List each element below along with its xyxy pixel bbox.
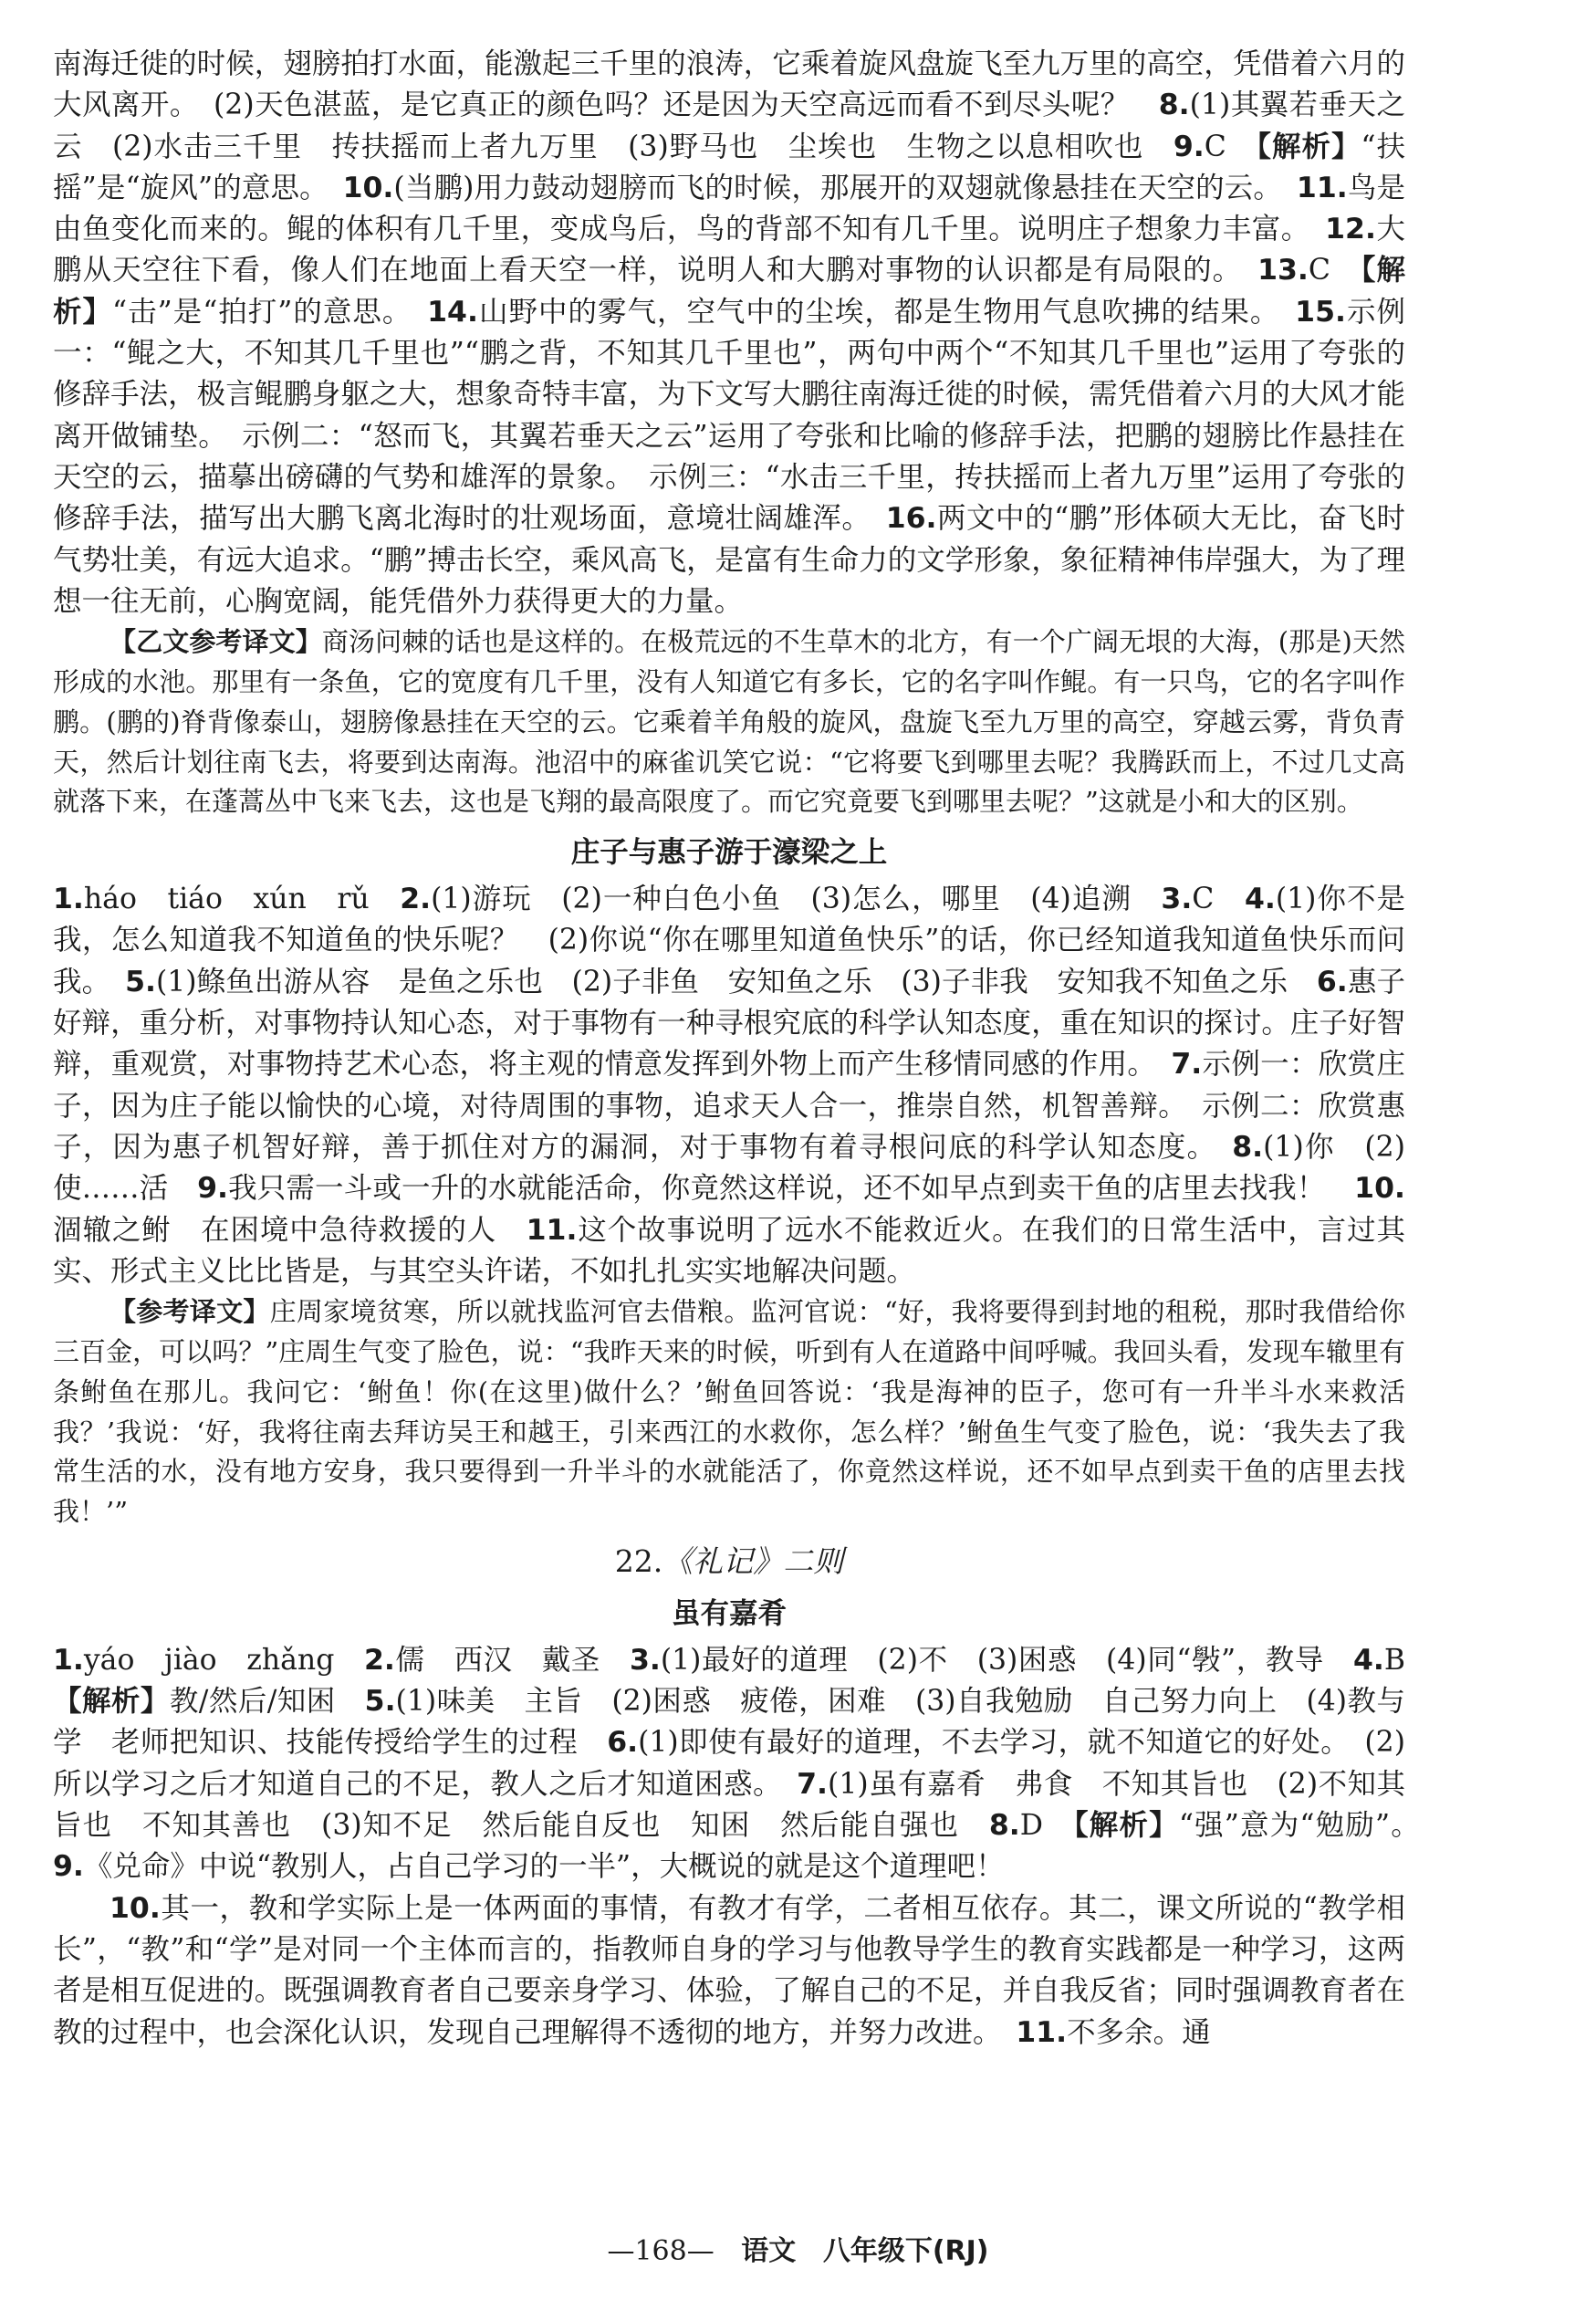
answers-jiayao-continued bbox=[53, 1888, 1405, 2054]
answer-text: “扶摇”是“旋风”的意思。 bbox=[53, 130, 1406, 204]
answer-marker: 11. bbox=[526, 1213, 578, 1247]
answer-marker: 3. bbox=[1161, 883, 1193, 916]
translation-label: 【参考译文】 bbox=[110, 1296, 270, 1328]
answer-marker: 8. bbox=[988, 1809, 1020, 1843]
chapter-number: 22. bbox=[614, 1542, 663, 1579]
answer-text: (1)即使有最好的道理，不去学习，就不知道它的好处。 (2)所以学习之后才知道自己的不足，教人之后才知道困惑。 bbox=[53, 1726, 1405, 1801]
answer-marker: 11. bbox=[1016, 2015, 1068, 2049]
answer-text: C bbox=[1308, 254, 1361, 288]
answer-marker: 12. bbox=[1325, 213, 1376, 246]
answer-text: 示例一：“鲲之大，不知其几千里也”“鹏之背，不知其几千里也”，两句中两个“不知其几千里也”运用了夸张的修辞手法，极言鲲鹏身躯之大，想象奇特丰富，为下文写大鹏往南海迁徙的时候，需凭借着六月的大风才能离开做铺垫。 示例二：“怒而飞，其翼若垂天之云”运用了夸张和比喻的修辞手法，把鹏的翅膀比作悬挂在天空的云，描摹出磅礴的气势和雄浑的景象。 示例三：“水击三千里，抟扶摇而上者九万里”运用了夸张的修辞手法，描写出大鹏飞离北海时的壮观场面，意境壮阔雄浑。 bbox=[53, 295, 1405, 536]
answer-marker: 10. bbox=[342, 171, 394, 204]
subject: 语文 bbox=[741, 2235, 797, 2267]
answer-text: “击”是“拍打”的意思。 bbox=[112, 295, 428, 329]
answer-marker: 16. bbox=[885, 502, 937, 536]
answer-marker: 1. bbox=[53, 1643, 84, 1677]
answer-marker: 9. bbox=[53, 1850, 84, 1884]
answer-text: (1)鲦鱼出游从容 是鱼之乐也 (2)子非鱼 安知鱼之乐 (3)子非我 安知我不知鱼之乐 bbox=[155, 965, 1317, 998]
answer-marker: 6. bbox=[1316, 965, 1348, 998]
translation-reference bbox=[53, 1292, 1405, 1532]
answer-marker: 5. bbox=[125, 965, 156, 998]
answer-text: 惠子好辩，重分析，对事物持认知心态，对于事物有一种寻根究底的科学认知态度，重在知识的探讨。庄子好智辩，重观赏，对事物持艺术心态，将主观的情意发挥到外物上而产生移情同感的作用。 bbox=[53, 965, 1405, 1082]
answer-text: 大鹏从天空往下看，像人们在地面上看天空一样，说明人和大鹏对事物的认识都是有局限的。 bbox=[53, 213, 1405, 288]
answer-text: 涸辙之鲋 在困境中急待救援的人 bbox=[53, 1213, 527, 1247]
answer-marker: 【解析】 bbox=[53, 1685, 170, 1719]
answer-text: háo tiáo xún rǔ bbox=[83, 883, 401, 916]
answer-text: D bbox=[1019, 1809, 1074, 1843]
answer-marker: 2. bbox=[400, 883, 432, 916]
answer-text: “强”意为“勉励”。 bbox=[1178, 1809, 1434, 1843]
answer-marker: 7. bbox=[1171, 1048, 1203, 1082]
answer-marker: 1. bbox=[53, 883, 84, 916]
chapter-suffix: 二则 bbox=[783, 1542, 844, 1579]
translation-text: 庄周家境贫寒，所以就找监河官去借粮。监河官说：“好，我将要得到封地的租税，那时我借给你三百金，可以吗？”庄周生气变了脸色，说：“我昨天来的时候，听到有人在道路中间呼喊。我回头看，发现车辙里有条鲋鱼在那儿。我问它：‘鲋鱼！你(在这里)做什么？’鲋鱼回答说：‘我是海神的臣子，您可有一升半斗水来救活我？’我说：‘好，我将往南去拜访吴王和越王，引来西江的水救你，怎么样？’鲋鱼生气变了脸色，说：‘我失去了我常生活的水，没有地方安身，我只要得到一升半斗的水就能活了，你竟然这样说，还不如早点到卖干鱼的店里去找我！’” bbox=[53, 1296, 1405, 1528]
answer-marker: 10. bbox=[110, 1891, 161, 1925]
answer-text: (1)最好的道理 (2)不 (3)困惑 (4)同“斅”，教导 bbox=[660, 1643, 1353, 1677]
answer-text: B bbox=[1383, 1643, 1434, 1677]
answers-jiayao bbox=[53, 1640, 1434, 1888]
answer-marker: 11. bbox=[1296, 171, 1348, 204]
section-title-haoliang: 庄子与惠子游于濠梁之上 bbox=[570, 836, 888, 870]
answer-text: (当鹏)用力鼓动翅膀而飞的时候，那展开的双翅就像悬挂在天空的云。 bbox=[393, 171, 1297, 204]
answer-text: 山野中的雾气，空气中的尘埃，都是生物用气息吹拂的结果。 bbox=[477, 295, 1296, 329]
answer-marker: 7. bbox=[797, 1767, 829, 1801]
grade: 八年级下(RJ) bbox=[822, 2235, 989, 2267]
answer-marker: 4. bbox=[1352, 1643, 1384, 1677]
answer-text: 示例一：欣赏庄子，因为庄子能以愉快的心境，对待周围的事物，追求天人合一，推崇自然，机智善辩。 示例二：欣赏惠子，因为惠子机智好辩，善于抓住对方的漏洞，对于事物有着寻根问底的科学认知态度。 bbox=[53, 1048, 1405, 1164]
answer-marker: 14. bbox=[427, 295, 478, 329]
answer-text: yáo jiào zhǎng bbox=[83, 1643, 364, 1677]
chapter-book: 《礼记》 bbox=[662, 1542, 784, 1579]
answer-text: 教/然后/知困 bbox=[169, 1685, 365, 1719]
answer-text: 不多余。通 bbox=[1067, 2015, 1211, 2049]
answer-page bbox=[53, 44, 1434, 2054]
answer-text: 其一，教和学实际上是一体两面的事情，有教才有学，二者相互依存。其二，课文所说的“教学相长”，“教”和“学”是对同一个主体而言的，指教师自身的学习与他教导学生的教育实践都是一种学习，这两者是相互促进的。既强调教育者自己要亲身学习、体验，了解自己的不足，并自我反省；同时强调教育者在教的过程中，也会深化认识，发现自己理解得不透彻的地方，并努力改进。 bbox=[53, 1891, 1405, 2049]
answer-marker: 8. bbox=[1158, 89, 1190, 122]
page-footer bbox=[0, 2233, 1596, 2270]
answer-marker: 2. bbox=[364, 1643, 395, 1677]
answer-text: (1)虽有嘉肴 弗食 不知其旨也 (2)不知其旨也 不知其善也 (3)知不足 然后能自反也 知困 然后能自强也 bbox=[53, 1767, 1405, 1843]
answer-marker: 5. bbox=[364, 1685, 396, 1719]
answer-text: (1)你 (2)使……活 bbox=[53, 1130, 1405, 1206]
answer-text: 这个故事说明了远水不能救近火。在我们的日常生活中，言过其实、形式主义比比皆是，与其空头许诺，不如扎扎实实地解决问题。 bbox=[53, 1213, 1405, 1288]
answer-text: 《兑命》中说“教别人，占自己学习的一半”，大概说的就是这个道理吧！ bbox=[83, 1850, 1005, 1884]
answer-text: 我只需一斗或一升的水就能活命，你竟然这样说，还不如早点到卖干鱼的店里去找我！ bbox=[227, 1172, 1355, 1206]
answer-text: 儒 西汉 戴圣 bbox=[394, 1643, 630, 1677]
answer-text: 南海迁徙的时候，翅膀拍打水面，能激起三千里的浪涛，它乘着旋风盘旋飞至九万里的高空，凭借着六月的大风离开。 (2)天色湛蓝，是它真正的颜色吗？还是因为天空高远而看不到尽头呢？ bbox=[53, 47, 1405, 122]
chapter-title bbox=[53, 1540, 1405, 1584]
answer-marker: 9. bbox=[197, 1172, 228, 1206]
answer-text: C bbox=[1204, 130, 1257, 163]
translation-text: 商汤问棘的话也是这样的。在极荒远的不生草木的北方，有一个广阔无垠的大海，(那是)天然形成的水池。那里有一条鱼，它的宽度有几千里，没有人知道它有多长，它的名字叫作鲲。有一只鸟，它的名字叫作鹏。(鹏的)脊背像泰山，翅膀像悬挂在天空的云。它乘着羊角般的旋风，盘旋飞至九万里的高空，穿越云雾，背负青天，然后计划往南飞去，将要到达南海。池沼中的麻雀讥笑它说：“它将要飞到哪里去呢？我腾跃而上，不过几丈高就落下来，在蓬蒿丛中飞来飞去，这也是飞翔的最高限度了。而它究竟要飞到哪里去呢？”这就是小和大的区别。 bbox=[53, 626, 1405, 818]
answer-text: (1)你不是我，怎么知道我不知道鱼的快乐呢？ (2)你说“你在哪里知道鱼快乐”的话，你已经知道我知道鱼快乐而问我。 bbox=[53, 883, 1405, 998]
page-number: —168— bbox=[607, 2235, 715, 2267]
answer-text: C bbox=[1192, 883, 1245, 916]
answers-xiaoyaoyou bbox=[53, 44, 1405, 622]
answer-marker: 9. bbox=[1173, 130, 1205, 163]
answer-marker: 15. bbox=[1295, 295, 1346, 329]
answer-marker: 6. bbox=[607, 1726, 639, 1760]
answer-text: 两文中的“鹏”形体硕大无比，奋飞时气势壮美，有远大追求。“鹏”搏击长空，乘风高飞，是富有生命力的文学形象，象征精神伟岸强大，为了理想一往无前，心胸宽阔，能凭借外力获得更大的力量。 bbox=[53, 502, 1405, 618]
answer-marker: 【解析】 bbox=[1073, 1809, 1179, 1843]
answer-marker: 3. bbox=[629, 1643, 661, 1677]
answers-haoliang bbox=[53, 879, 1405, 1292]
answer-marker: 8. bbox=[1232, 1130, 1264, 1164]
answer-marker: 10. bbox=[1354, 1172, 1405, 1206]
translation-yiwen bbox=[53, 622, 1405, 822]
answer-marker: 13. bbox=[1257, 254, 1309, 288]
section-title-jiayao: 虽有嘉肴 bbox=[671, 1596, 787, 1630]
answer-text: (1)味美 主旨 (2)困惑 疲倦，困难 (3)自我勉励 自己努力向上 (4)教与学 老师把知识、技能传授给学生的过程 bbox=[53, 1685, 1405, 1760]
answer-text: (1)游玩 (2)一种白色小鱼 (3)怎么，哪里 (4)追溯 bbox=[431, 883, 1162, 916]
answer-text: 鸟是由鱼变化而来的。鲲的体积有几千里，变成鸟后，鸟的背部不知有几千里。说明庄子想象力丰富。 bbox=[53, 171, 1405, 246]
answer-marker: 【解析】 bbox=[1257, 130, 1361, 163]
answer-marker: 4. bbox=[1244, 883, 1276, 916]
answer-marker: 【解析】 bbox=[53, 254, 1405, 329]
answer-text: (1)其翼若垂天之云 (2)水击三千里 抟扶摇而上者九万里 (3)野马也 尘埃也 生物之以息相吹也 bbox=[53, 89, 1406, 163]
translation-label: 【乙文参考译文】 bbox=[110, 626, 322, 658]
